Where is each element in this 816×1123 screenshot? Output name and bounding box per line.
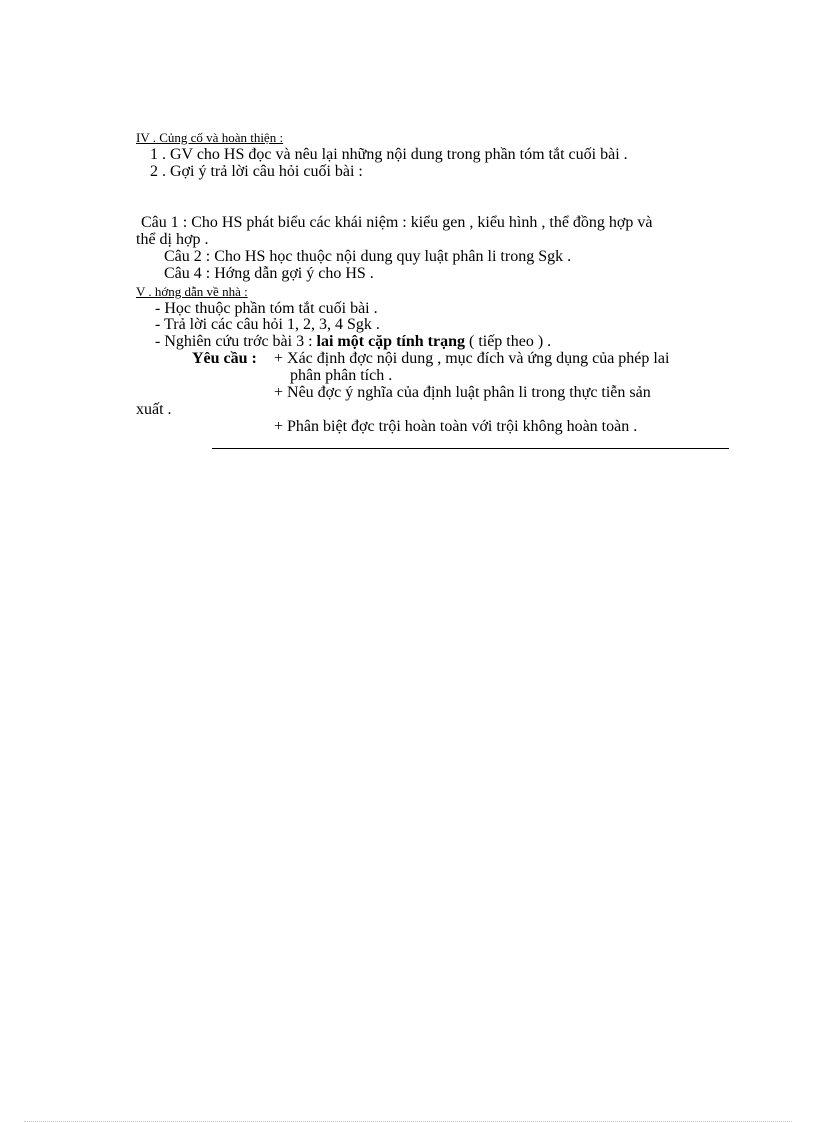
- section-5-item-1: - Học thuộc phần tóm tắt cuối bài .: [155, 300, 378, 317]
- item-3-suffix: ( tiếp theo ) .: [468, 333, 552, 350]
- answer-cau-4: Câu 4 : Hớng dẫn gợi ý cho HS .: [164, 265, 374, 282]
- section-4-item-1: 1 . GV cho HS đọc và nêu lại những nội dung trong phần tóm tắt cuối bài .: [150, 146, 628, 163]
- requirement-1-line-2: phân phân tích .: [290, 367, 393, 384]
- requirement-2-line-2: xuất .: [136, 401, 172, 418]
- section-5-item-2: - Trả lời các câu hỏi 1, 2, 3, 4 Sgk .: [155, 316, 380, 333]
- answer-cau-1-line-2: thể dị hợp .: [136, 231, 209, 248]
- section-5-heading: V . hớng dẫn về nhà :: [136, 284, 248, 299]
- lesson-title: lai một cặp tính trạng: [316, 333, 465, 350]
- section-5-item-3: [155, 333, 551, 351]
- answer-cau-2: Câu 2 : Cho HS học thuộc nội dung quy luật phân li trong Sgk .: [164, 248, 572, 265]
- requirement-1-line-1: + Xác định đợc nội dung , mục đích và ứng dụng của phép lai: [274, 350, 670, 367]
- answer-cau-1-line-1: Câu 1 : Cho HS phát biểu các khái niệm : kiểu gen , kiểu hình , thể đồng hợp và: [141, 214, 653, 231]
- horizontal-rule: [212, 448, 729, 449]
- section-4-item-2: 2 . Gợi ý trả lời câu hỏi cuối bài :: [150, 163, 363, 180]
- requirement-3: + Phân biệt đợc trội hoàn toàn với trội không hoàn toàn .: [274, 418, 638, 435]
- item-3-prefix: - Nghiên cứu trớc bài 3 :: [155, 333, 313, 350]
- requirement-2-line-1: + Nêu đợc ý nghĩa của định luật phân li trong thực tiễn sản: [274, 384, 651, 401]
- page-bottom-border: [24, 1121, 792, 1122]
- requirements-label: Yêu cầu :: [192, 350, 257, 367]
- section-4-heading: IV . Củng cố và hoàn thiện :: [136, 130, 284, 145]
